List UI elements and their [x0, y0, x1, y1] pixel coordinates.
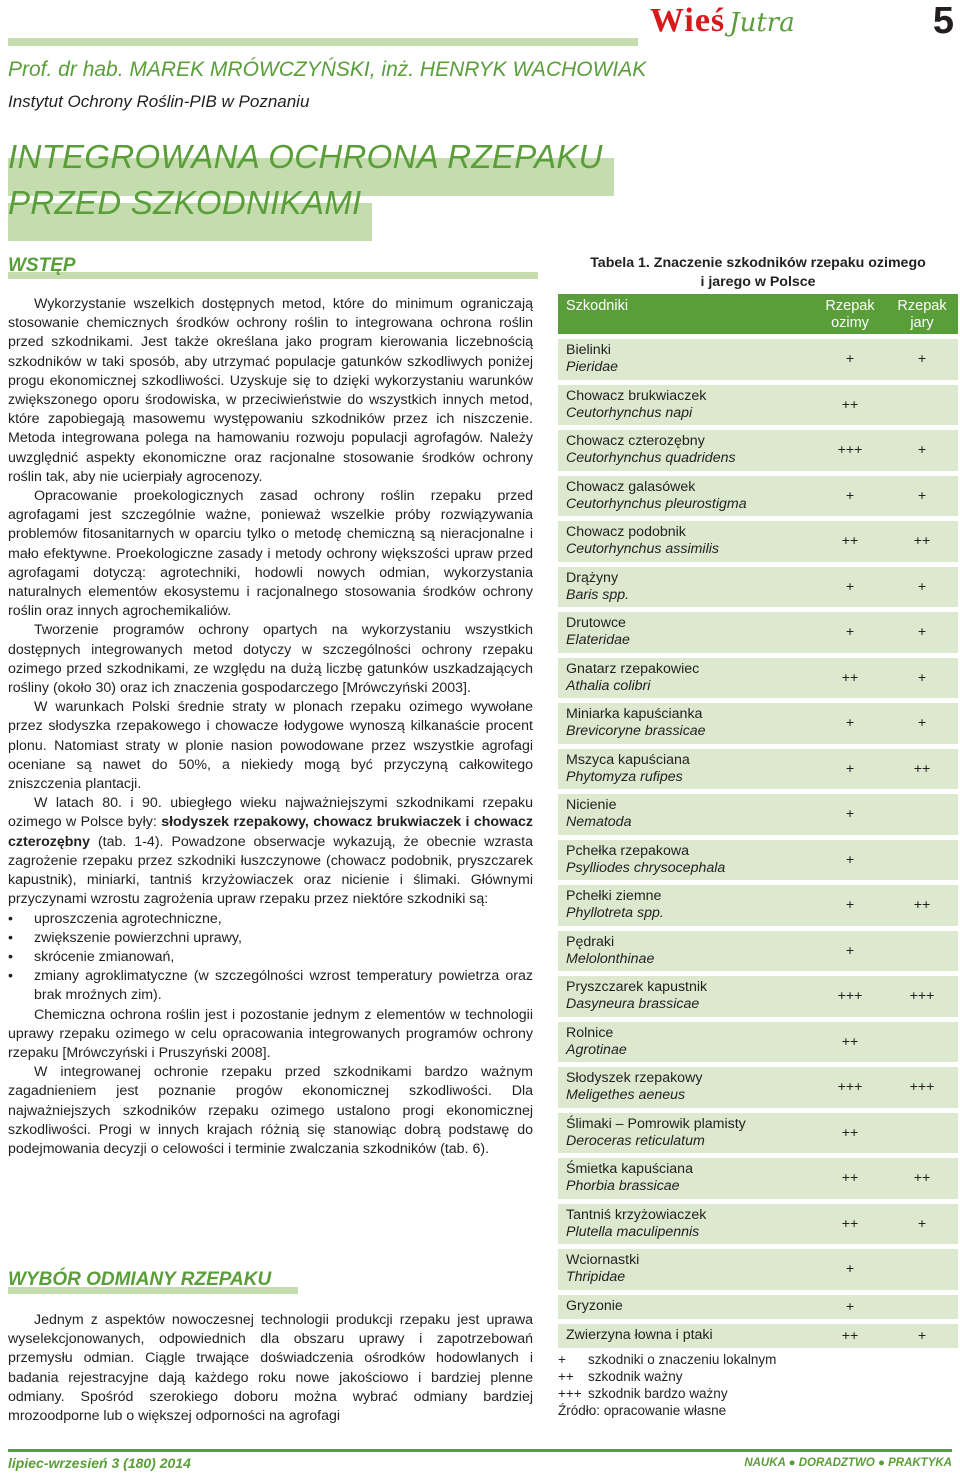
pest-latin: Ceutorhynchus assimilis — [566, 541, 719, 557]
table-row — [558, 1324, 958, 1348]
pest-latin: Nematoda — [566, 814, 632, 830]
table-row — [558, 430, 958, 471]
pest-cell — [558, 794, 814, 835]
spring-value — [886, 1113, 958, 1154]
pest-cell — [558, 1158, 814, 1199]
pest-latin: Ceutorhynchus pleurostigma — [566, 495, 747, 512]
paragraph: Wykorzystanie wszelkich dostępnych metod, które do minimum ograniczają stosowanie chemicznych środków ochrony roślin to integrowana ochrona roślin przed szkodnikami. Jest także określana jako program kierowania liczebnością szkodników w taki sposób, aby utrzymać populacje gatunków szkodliwych poniżej progu ekonomicznej szkodliwości. Uzyskuje się to dzięki wykorzystaniu warunków zwiększonego oporu środowiska, w przeciwieństwie do wszystkich innych metod, które zapobiegają masowemu występowaniu szkodników przez ich niszczenie. Metoda integrowana polega na hamowaniu rozwoju populacji agrofagów. Należy uwzględnić aspekty ekonomiczne oraz racjonalne stosowanie środków ochrony roślin tak, aby nie ucierpiały agrocenozy. — [8, 296, 533, 485]
spring-value — [886, 1249, 958, 1290]
pest-name: Chowacz podobnik — [566, 524, 686, 540]
table-row — [558, 1158, 958, 1199]
header-rule — [8, 38, 638, 46]
section-rule-intro — [8, 272, 538, 279]
pest-cell — [558, 339, 814, 380]
spring-value — [886, 931, 958, 972]
winter-value: ++ — [841, 533, 859, 550]
key-pests: słodyszek rzepakowy, chowacz brukwiaczek i chowacz czterozębny — [8, 814, 533, 850]
pest-name: Bielinki — [566, 342, 611, 358]
winter-value: + — [845, 1261, 855, 1278]
pest-cell — [558, 976, 814, 1017]
table-row — [558, 521, 958, 562]
authors: Prof. dr hab. MAREK MRÓWCZYŃSKI, inż. HENRYK WACHOWIAK — [8, 58, 647, 81]
pest-name: Chowacz brukwiaczek — [566, 387, 707, 404]
pest-cell — [558, 476, 814, 517]
pest-name: Wciornastki — [566, 1252, 640, 1268]
pest-latin: Psylliodes chrysocephala — [566, 859, 726, 876]
winter-value: + — [845, 1298, 855, 1315]
winter-value: ++ — [841, 669, 859, 686]
pest-name: Gryzonie — [566, 1297, 623, 1314]
paragraph: Opracowanie proekologicznych zasad ochrony roślin rzepaku przed agrofagami jest szczególnie ważne, ponieważ wszelkie próby rozwiązywania problemów fitosanitarnych w oparciu tylko o metodę chemiczną są nieracjonalne i mało efektywne. Proekologiczne zasady i metody ochrony większości upraw przed agrofagami dotyczą: agrotechniki, hodowli nowych odmian, wykorzystania naturalnych elementów ekosystemu i racjonalnego stosowania środków ochrony roślin oraz innych agrochemikaliów. — [8, 488, 533, 620]
pest-name: Śmietka kapuściana — [566, 1161, 693, 1177]
legend-key: + — [558, 1352, 566, 1367]
table-row — [558, 703, 958, 744]
pest-name: Gnatarz rzepakowiec — [566, 660, 700, 677]
paragraph: W integrowanej ochronie rzepaku przed szkodnikami bardzo ważnym zagadnieniem jest poznanie progów ekonomicznej szkodliwości. Dla najważniejszych szkodników rzepaku ozimego ustalono progi ekonomicznej szkodliwości. Progi w innych krajach różnią się stanowiąc dobrą podstawę do podejmowania decyzji o celowości i terminie zwalczania szkodników (tab. 6). — [8, 1064, 533, 1157]
spring-value: + — [917, 487, 927, 504]
spring-value — [886, 794, 958, 835]
spring-value: ++ — [913, 533, 931, 550]
table-row — [558, 1022, 958, 1063]
section-heading-variety: WYBÓR ODMIANY RZEPAKU — [8, 1269, 272, 1290]
column-header-spring: Rzepak jary — [897, 298, 947, 331]
pest-name: Pędraki — [566, 933, 615, 950]
table-row — [558, 612, 958, 653]
legend-item — [558, 1351, 776, 1368]
legend-key: ++ — [558, 1369, 574, 1384]
spring-value — [886, 1295, 958, 1319]
table-row — [558, 1295, 958, 1319]
winter-value: ++ — [841, 1033, 859, 1050]
paragraph: Tworzenie programów ochrony opartych na wykorzystaniu wszystkich dostępnych integrowanych metod dotyczy w szczególności ochrony rzepaku ozimego przed szkodnikami, ze względu na dużą liczbę gatunków uszkadzających rośliny (około 30) oraz ich znaczenia gospodarczego [Mrówczyński 2003]. — [8, 622, 533, 697]
pest-latin: Dasyneura brassicae — [566, 996, 700, 1012]
pest-cell — [558, 840, 814, 881]
table-row — [558, 658, 958, 699]
legend-text: szkodniki o znaczeniu lokalnym — [588, 1352, 777, 1367]
pest-cell — [558, 931, 814, 972]
table-row — [558, 976, 958, 1017]
spring-value — [886, 840, 958, 881]
table-header — [558, 294, 958, 334]
pest-name: Pryszczarek kapustnik — [566, 979, 708, 995]
pest-latin: Phytomyza rufipes — [566, 768, 683, 785]
column-header-winter: Rzepak ozimy — [825, 298, 875, 331]
pest-cell — [558, 430, 814, 471]
spring-value — [886, 1022, 958, 1063]
spring-value: ++ — [913, 1170, 931, 1187]
pest-latin: Ceutorhynchus quadridens — [566, 450, 736, 466]
spring-value: + — [917, 442, 927, 459]
pest-name: Drutowce — [566, 615, 626, 631]
spring-value: + — [917, 624, 927, 641]
paragraph: Jednym z aspektów nowoczesnej technologii produkcji rzepaku jest uprawa wyselekcjonowanych, odpowiednich dla obszaru uprawy i zapotrzebowań przemysłu odmian. Ciągle trwające doświadczenia ośrodków hodowlanych i badania rejestracyjne dają każdego roku nowe jakościowo i bardziej plenne odmiany. Spośród szerokiego doboru można wybrać odmiany bardziej mrozoodporne lub o większej odporności na agrofagi — [8, 1312, 533, 1425]
legend-item — [558, 1385, 776, 1402]
paragraph: W warunkach Polski średnie straty w plonach rzepaku ozimego wywołane przez słodyszka rzepakowego i chowacze łodygowe wynoszą kilkanaście procent plonu. Natomiast straty w plonie nasion powodowane przez wszystkie agrofagi oceniane są nawet do 50%, a niekiedy mogą być przyczyną całkowitego zniszczenia plantacji. — [8, 699, 533, 793]
table-row — [558, 1067, 958, 1108]
pest-name: Rolnice — [566, 1024, 614, 1041]
pest-name: Pchełka rzepakowa — [566, 842, 690, 859]
table-caption: Tabela 1. Znaczenie szkodników rzepaku ozimego i jarego w Polsce — [590, 255, 926, 290]
pest-cell — [558, 567, 814, 608]
table-row — [558, 339, 958, 380]
pest-name: Słodyszek rzepakowy — [566, 1070, 703, 1086]
table-legend — [558, 1351, 776, 1419]
winter-value: + — [845, 624, 855, 641]
page-number: 5 — [932, 0, 954, 42]
pest-latin: Thripidae — [566, 1269, 626, 1285]
legend-text: szkodnik bardzo ważny — [588, 1386, 728, 1401]
pest-latin: Plutella maculipennis — [566, 1223, 700, 1240]
institute: Instytut Ochrony Roślin-PIB w Poznaniu — [8, 92, 310, 111]
table-row — [558, 476, 958, 517]
winter-value: +++ — [837, 442, 863, 459]
winter-value: ++ — [841, 1327, 859, 1344]
spring-value: ++ — [913, 897, 931, 914]
table-row — [558, 794, 958, 835]
winter-value: + — [845, 351, 855, 368]
winter-value: + — [845, 851, 855, 868]
table-row — [558, 385, 958, 426]
table-row — [558, 931, 958, 972]
pest-latin: Pieridae — [566, 359, 619, 375]
pest-cell — [558, 1113, 814, 1154]
spring-value: ++ — [913, 760, 931, 777]
tagline: NAUKA ● DORADZTWO ● PRAKTYKA — [744, 1457, 952, 1469]
magazine-logo — [650, 2, 795, 42]
table-source: Źródło: opracowanie własne — [558, 1403, 727, 1418]
pest-name: Pchełki ziemne — [566, 888, 662, 904]
pest-latin: Agrotinae — [566, 1041, 627, 1058]
winter-value: + — [845, 760, 855, 777]
variety-body — [8, 1311, 533, 1426]
pest-latin: Brevicoryne brassicae — [566, 723, 706, 739]
pest-latin: Baris spp. — [566, 586, 630, 603]
winter-value: +++ — [837, 988, 863, 1005]
spring-value: + — [917, 669, 927, 686]
table-row — [558, 749, 958, 790]
intro-body — [8, 295, 533, 1159]
causes-list — [8, 910, 533, 1006]
logo-script: Jutra — [729, 8, 795, 38]
issue-label: lipiec-wrzesień 3 (180) 2014 — [8, 1455, 191, 1471]
table-row — [558, 885, 958, 926]
legend-text: szkodnik ważny — [588, 1369, 683, 1384]
pest-cell — [558, 385, 814, 426]
pest-cell — [558, 703, 814, 744]
article-title-line1: INTEGROWANA OCHRONA RZEPAKU — [8, 138, 603, 175]
pest-name: Chowacz czterozębny — [566, 433, 705, 449]
pest-latin: Phorbia brassicae — [566, 1178, 680, 1194]
spring-value: +++ — [909, 988, 935, 1005]
table-row — [558, 567, 958, 608]
winter-value: + — [845, 806, 855, 823]
list-item: • zwiększenie powierzchni uprawy, — [8, 929, 533, 948]
pest-latin: Athalia colibri — [566, 677, 651, 694]
pest-name: Zwierzyna łowna i ptaki — [566, 1326, 713, 1343]
winter-value: + — [845, 942, 855, 959]
pest-latin: Ceutorhynchus napi — [566, 404, 693, 421]
winter-value: + — [845, 897, 855, 914]
paragraph: W latach 80. i 90. ubiegłego wieku najważniejszymi szkodnikami rzepaku ozimego w Polsce były: słodyszek rzepakowy, chowacz brukwiaczek i chowacz czterozębny (tab. 1-4). Powadzone obserwacje wykazują, że obecnie wzrasta zagrożenie rzepaku przez szkodniki łuszczynowe (chowacz podobnik, pryszczarek kapustnik), miniarki, tantniś krzyżowiaczek oraz nicienie i ślimaki. Głównymi przyczynami wzrostu zagrożenia upraw rzepaku przez niektóre szkodniki są: — [8, 795, 533, 908]
paragraph: Chemiczna ochrona roślin jest i pozostanie jednym z elementów w technologii uprawy rzepaku ozimego w celu opracowania integrowanych programów ochrony rzepaku [Mrówczyński i Pruszyński 2008]. — [8, 1006, 533, 1061]
table-row — [558, 1204, 958, 1245]
section-heading-intro: WSTĘP — [8, 255, 76, 276]
pest-cell — [558, 658, 814, 699]
spring-value: + — [917, 1327, 927, 1344]
pest-name: Drążyny — [566, 569, 619, 586]
footer-rule — [8, 1449, 952, 1452]
table-row — [558, 1249, 958, 1290]
pest-cell — [558, 1067, 814, 1108]
pest-cell — [558, 749, 814, 790]
winter-value: +++ — [837, 1079, 863, 1096]
legend-key: +++ — [558, 1386, 582, 1401]
pest-name: Nicienie — [566, 797, 617, 813]
pest-name: Miniarka kapuścianka — [566, 706, 703, 722]
winter-value: + — [845, 715, 855, 732]
pest-latin: Phyllotreta spp. — [566, 905, 664, 921]
spring-value: + — [917, 578, 927, 595]
pest-name: Chowacz galasówek — [566, 478, 696, 495]
pest-table — [558, 294, 958, 1348]
pest-cell — [558, 521, 814, 562]
pest-latin: Deroceras reticulatum — [566, 1132, 705, 1149]
pest-cell — [558, 885, 814, 926]
winter-value: + — [845, 578, 855, 595]
column-header-pest: Szkodniki — [566, 298, 629, 314]
pest-name: Tantniś krzyżowiaczek — [566, 1206, 707, 1223]
list-item: • zmiany agroklimatyczne (w szczególności wzrost temperatury powietrza oraz brak mroźnych zim). — [8, 967, 533, 1005]
winter-value: ++ — [841, 1124, 859, 1141]
list-item: • skrócenie zmianowań, — [8, 948, 533, 967]
table-row — [558, 840, 958, 881]
legend-item — [558, 1368, 776, 1385]
spring-value: + — [917, 351, 927, 368]
spring-value — [886, 385, 958, 426]
winter-value: ++ — [841, 1170, 859, 1187]
pest-name: Ślimaki – Pomrowik plamisty — [566, 1115, 746, 1132]
article-title-line2: PRZED SZKODNIKAMI — [8, 184, 362, 221]
pest-latin: Elateridae — [566, 632, 630, 648]
pest-cell — [558, 612, 814, 653]
winter-value: ++ — [841, 396, 859, 413]
winter-value: ++ — [841, 1215, 859, 1232]
winter-value: + — [845, 487, 855, 504]
list-item: • uproszczenia agrotechniczne, — [8, 910, 533, 929]
pest-cell — [558, 1204, 814, 1245]
pest-name: Mszyca kapuściana — [566, 751, 690, 768]
spring-value: +++ — [909, 1079, 935, 1096]
spring-value: + — [917, 1215, 927, 1232]
pest-cell — [558, 1022, 814, 1063]
pest-latin: Melolonthinae — [566, 950, 655, 967]
pest-latin: Meligethes aeneus — [566, 1087, 686, 1103]
logo-main: Wieś — [650, 2, 726, 39]
table-row — [558, 1113, 958, 1154]
pest-cell — [558, 1249, 814, 1290]
spring-value: + — [917, 715, 927, 732]
